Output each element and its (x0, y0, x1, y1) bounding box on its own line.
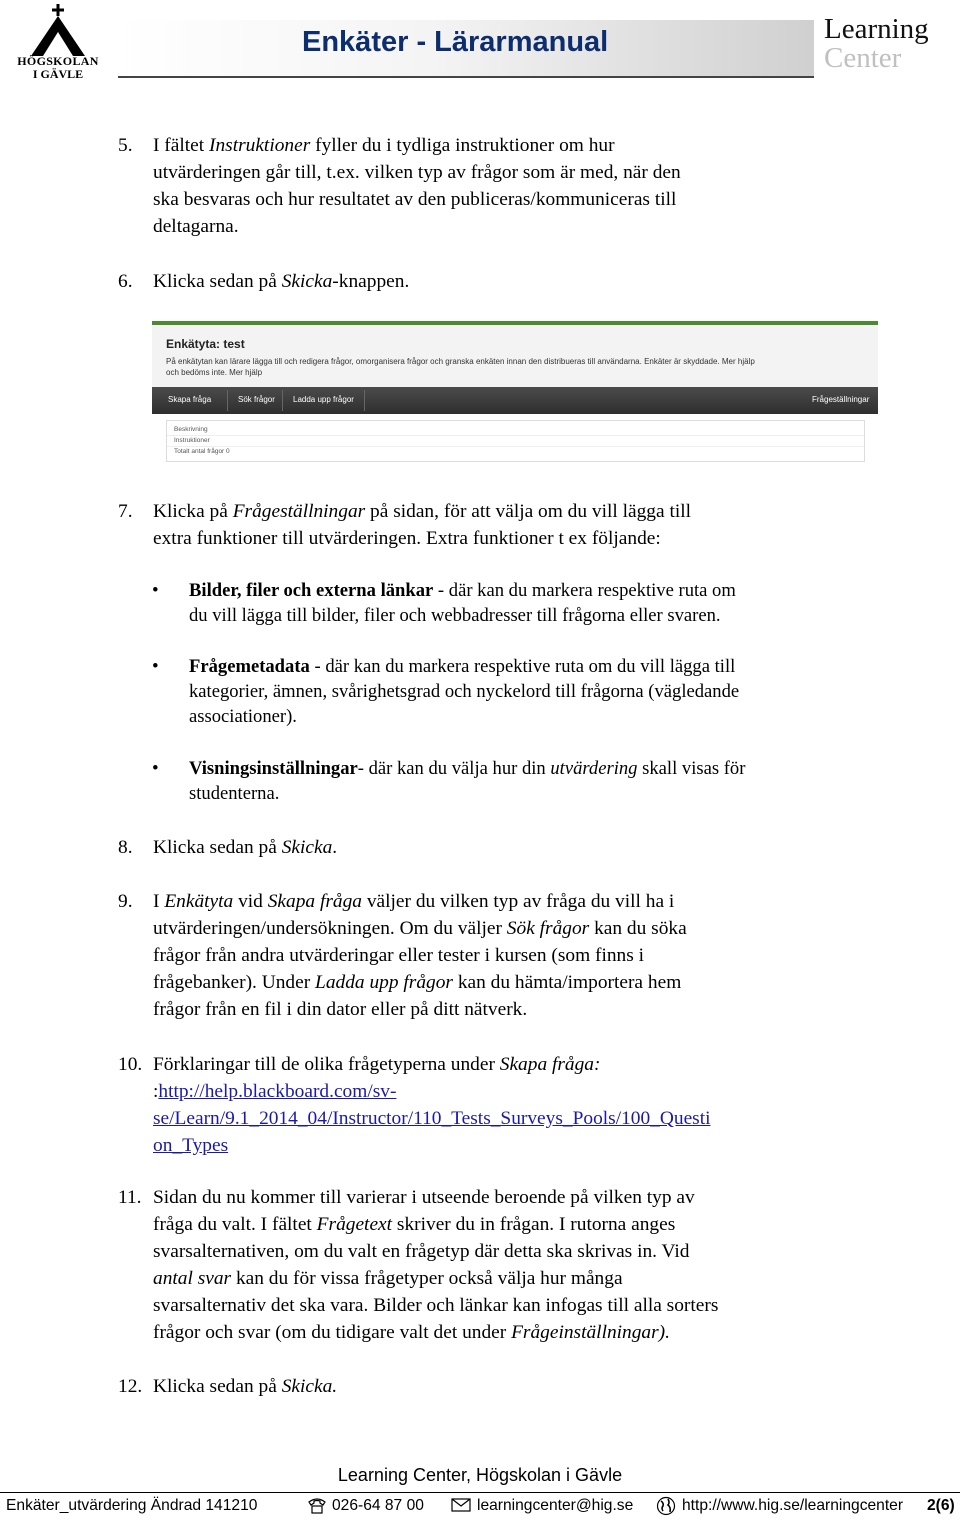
text-run: frågor från en fil i din dator eller på ditt nätverk. (153, 999, 528, 1020)
text-run: Klicka sedan på (153, 271, 282, 292)
footer-document-info: Enkäter_utvärdering Ändrad 141210 (6, 1497, 258, 1514)
embedded-screenshot (152, 321, 878, 414)
info-row: Instruktioner (174, 437, 210, 444)
logo-text-line1: HÖGSKOLAN (17, 54, 99, 68)
text-run: I fältet (153, 135, 209, 156)
info-row: Totalt antal frågor 0 (174, 448, 230, 455)
emphasis: Instruktioner (209, 135, 311, 156)
university-logo (8, 2, 108, 80)
bullet-icon: • (152, 580, 159, 601)
step-number: 6. (118, 271, 133, 292)
text-run: frågebanker). Under (153, 972, 316, 993)
help-link[interactable]: se/Learn/9.1_2014_04/Instructor/110_Tests_Surveys_Pools/100_Questi (153, 1108, 711, 1129)
text-run: - där kan du markera respektive ruta om du vill lägga till (309, 656, 736, 677)
bullet-term: Visningsinställningar (189, 758, 358, 779)
footer-email-link[interactable]: learningcenter@hig.se (477, 1497, 634, 1514)
divider (282, 390, 283, 411)
screenshot-action-bar (152, 387, 878, 414)
step-number: 9. (118, 891, 133, 912)
page-title: Enkäter - Lärarmanual (302, 26, 609, 58)
text-run: väljer du vilken typ av fråga du vill ha i (361, 891, 675, 912)
footer-organization: Learning Center, Högskolan i Gävle (337, 1465, 623, 1485)
text-run: ska besvaras och hur resultatet av den publiceras/kommuniceras till (153, 189, 677, 210)
tab-sok-fragor: Sök frågor (238, 395, 275, 404)
text-run: vid (233, 891, 268, 912)
help-link[interactable]: http://help.blackboard.com/sv- (158, 1081, 397, 1102)
lc-logo-line1: Learning (824, 13, 929, 45)
text-run: Klicka sedan på (153, 837, 282, 858)
logo-text-line2: I GÄVLE (32, 67, 84, 81)
emphasis: Skicka (281, 837, 333, 858)
emphasis: Enkätyta (164, 891, 234, 912)
text-run: svarsalternativ det ska vara. Bilder och länkar kan infogas till alla sorters (153, 1295, 719, 1316)
step-number: 12. (118, 1376, 143, 1397)
university-emblem-icon (23, 2, 93, 58)
step-number: 11. (118, 1187, 142, 1208)
step-9-text (153, 888, 853, 1023)
step-6-text (153, 268, 853, 295)
emphasis: Frågeställningar (232, 501, 366, 522)
step-8-text (153, 834, 853, 861)
text-run: skall visas för (637, 758, 746, 779)
step-11-text (153, 1184, 853, 1346)
bullet-term: Frågemetadata (189, 656, 310, 677)
info-row: Beskrivning (174, 426, 208, 433)
text-run: På enkätytan kan lärare lägga till och redigera frågor, omorganisera frågor och granska enkäten innan den distribueras till användarna. Enkäter är skyddade. Mer hjälp (166, 357, 755, 366)
step-5-text (153, 132, 853, 240)
footer-phone: 026-64 87 00 (332, 1497, 424, 1514)
emphasis: Skapa fråga (267, 891, 362, 912)
text-run: på sidan, för att välja om du vill lägga till (365, 501, 691, 522)
step-number: 5. (118, 135, 133, 156)
step-number: 7. (118, 501, 133, 522)
step-number: 10. (118, 1054, 143, 1075)
text-run: Klicka på (153, 501, 233, 522)
text-run: : (153, 1081, 159, 1102)
text-run: Klicka sedan på (153, 1376, 282, 1397)
text-run: kategorier, ämnen, svårighetsgrad och nyckelord till frågorna (vägledande (189, 681, 740, 702)
help-link[interactable]: on_Types (153, 1135, 229, 1156)
globe-icon (656, 1496, 676, 1521)
text-run: skriver du in frågan. I rutorna anges (392, 1214, 676, 1235)
lc-logo-line2: Center (824, 42, 902, 74)
text-run: du vill lägga till bilder, filer och webbadresser till frågorna eller svaren. (189, 605, 721, 626)
footer-web-link[interactable]: http://www.hig.se/learningcenter (682, 1497, 904, 1514)
bullet-item (189, 756, 849, 806)
text-run: extra funktioner till utvärderingen. Extra funktioner t ex följande: (153, 528, 661, 549)
emphasis: Sök frågor (506, 918, 590, 939)
divider (167, 435, 864, 436)
text-run: kan du söka (589, 918, 687, 939)
learning-center-logo (824, 14, 954, 72)
step-7-text (153, 498, 853, 552)
page-number: 2(6) (927, 1497, 955, 1514)
bullet-icon: • (152, 758, 159, 779)
divider (227, 390, 228, 411)
text-run: -knappen. (332, 271, 410, 292)
step-12-text (153, 1373, 853, 1400)
footer-divider (0, 1492, 960, 1493)
text-run: utvärderingen/undersökningen. Om du väljer (153, 918, 507, 939)
text-run: deltagarna. (153, 216, 239, 237)
text-run: och bedöms inte. Mer hjälp (166, 368, 263, 377)
text-run: I (153, 891, 165, 912)
screenshot-info-panel (166, 420, 865, 462)
text-run: Förklaringar till de olika frågetyperna under (153, 1054, 500, 1075)
bullet-term: Bilder, filer och externa länkar (189, 580, 434, 601)
emphasis: utvärdering (550, 758, 638, 779)
emphasis: Ladda upp frågor (315, 972, 453, 993)
text-run: studenterna. (189, 783, 280, 804)
text-run: frågor från andra utvärderingar eller tester i kursen (som finns i (153, 945, 645, 966)
text-run: fyller du i tydliga instruktioner om hur (310, 135, 615, 156)
text-run: - där kan du markera respektive ruta om (433, 580, 736, 601)
bullet-icon: • (152, 656, 159, 677)
text-run: kan du för vissa frågetyper också välja hur många (231, 1268, 623, 1289)
tab-fragestallningar: Frågeställningar (812, 395, 870, 404)
text-run: - där kan du välja hur din (357, 758, 551, 779)
divider (167, 446, 864, 447)
text-run: frågor och svar (om du tidigare valt det under (153, 1322, 512, 1343)
text-run: associationer). (189, 706, 297, 727)
emphasis: Frågeinställningar). (511, 1322, 670, 1343)
emphasis: Skicka. (281, 1376, 338, 1397)
bullet-item (189, 578, 849, 628)
step-10-text (153, 1051, 853, 1159)
tab-ladda-upp-fragor: Ladda upp frågor (293, 395, 354, 404)
emphasis: antal svar (153, 1268, 232, 1289)
divider (364, 390, 365, 411)
text-run: svarsalternativen, om du valt en frågetyp där detta ska skrivas in. Vid (153, 1241, 690, 1262)
emphasis: Frågetext (316, 1214, 393, 1235)
bullet-item (189, 654, 849, 729)
step-number: 8. (118, 837, 133, 858)
screenshot-heading: Enkätyta: test (166, 337, 245, 351)
screenshot-description (166, 356, 866, 378)
text-run: . (332, 837, 338, 858)
text-run: kan du hämta/importera hem (452, 972, 682, 993)
text-run: utvärderingen går till, t.ex. vilken typ av frågor som är med, när den (153, 162, 681, 183)
text-run: fråga du valt. I fältet (153, 1214, 317, 1235)
emphasis: Skicka (281, 271, 333, 292)
emphasis: Skapa fråga: (499, 1054, 601, 1075)
text-run: Sidan du nu kommer till varierar i utseende beroende på vilken typ av (153, 1187, 695, 1208)
tab-skapa-fraga: Skapa fråga (168, 395, 212, 404)
